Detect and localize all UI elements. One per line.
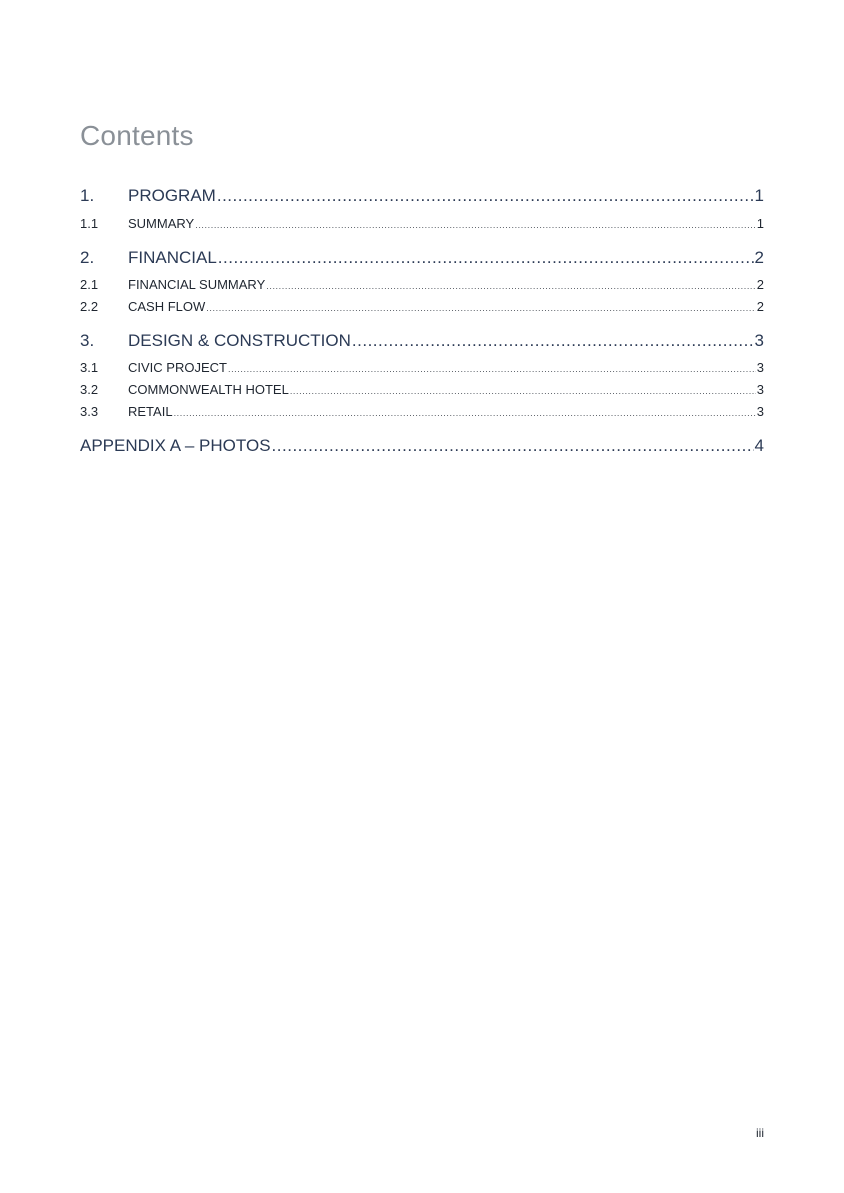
dot-leader [217,186,754,206]
toc-entry-label: COMMONWEALTH HOTEL [128,382,289,397]
toc-entry-design-construction[interactable] [80,331,764,351]
toc-entry-appendix-a[interactable] [80,436,764,456]
dot-leader [228,364,756,374]
toc-entry-number: 1.1 [80,216,99,231]
toc-entry-page: 2 [756,299,764,314]
toc-entry-financial-summary[interactable] [80,277,764,292]
toc-entry-page: 3 [756,404,764,419]
toc-entry-number: 3. [80,331,95,350]
dot-leader [195,220,756,230]
toc-entry-page: 2 [756,277,764,292]
toc-entry-page: 3 [754,331,764,350]
toc-entry-commonwealth-hotel[interactable] [80,382,764,397]
dot-leader [272,436,754,456]
dot-leader [352,331,754,351]
toc-entry-label: RETAIL [128,404,173,419]
toc-entry-number: 2. [80,248,95,267]
toc-entry-page: 1 [754,186,764,205]
dot-leader [218,248,754,268]
toc-entry-number: 2.1 [80,277,99,292]
toc-entry-financial[interactable] [80,248,764,268]
toc-entry-page: 2 [754,248,764,267]
toc-entry-retail[interactable] [80,404,764,419]
dot-leader [174,408,756,418]
toc-entry-summary[interactable] [80,216,764,231]
toc-entry-number: 3.3 [80,404,99,419]
dot-leader [206,303,755,313]
toc-entry-page: 3 [756,360,764,375]
toc-entry-cash-flow[interactable] [80,299,764,314]
toc-entry-label: FINANCIAL SUMMARY [128,277,266,292]
toc-entry-label: PROGRAM [128,186,216,205]
page-title: Contents [80,120,194,151]
toc-entry-number: 3.1 [80,360,99,375]
dot-leader [290,386,756,396]
toc-entry-label: APPENDIX A – PHOTOS [80,436,271,455]
toc-entry-label: DESIGN & CONSTRUCTION [128,331,351,350]
toc-entry-number: 3.2 [80,382,99,397]
toc-entry-program[interactable] [80,186,764,206]
toc-entry-label: CIVIC PROJECT [128,360,227,375]
toc-entry-page: 3 [756,382,764,397]
toc-entry-page: 4 [754,436,764,455]
toc-entry-label: CASH FLOW [128,299,206,314]
toc-entry-number: 1. [80,186,95,205]
toc-entry-label: SUMMARY [128,216,195,231]
dot-leader [266,281,756,291]
toc-entry-page: 1 [756,216,764,231]
page-number: iii [756,1126,764,1140]
toc-entry-label: FINANCIAL [128,248,217,267]
toc-entry-civic-project[interactable] [80,360,764,375]
toc-entry-number: 2.2 [80,299,99,314]
